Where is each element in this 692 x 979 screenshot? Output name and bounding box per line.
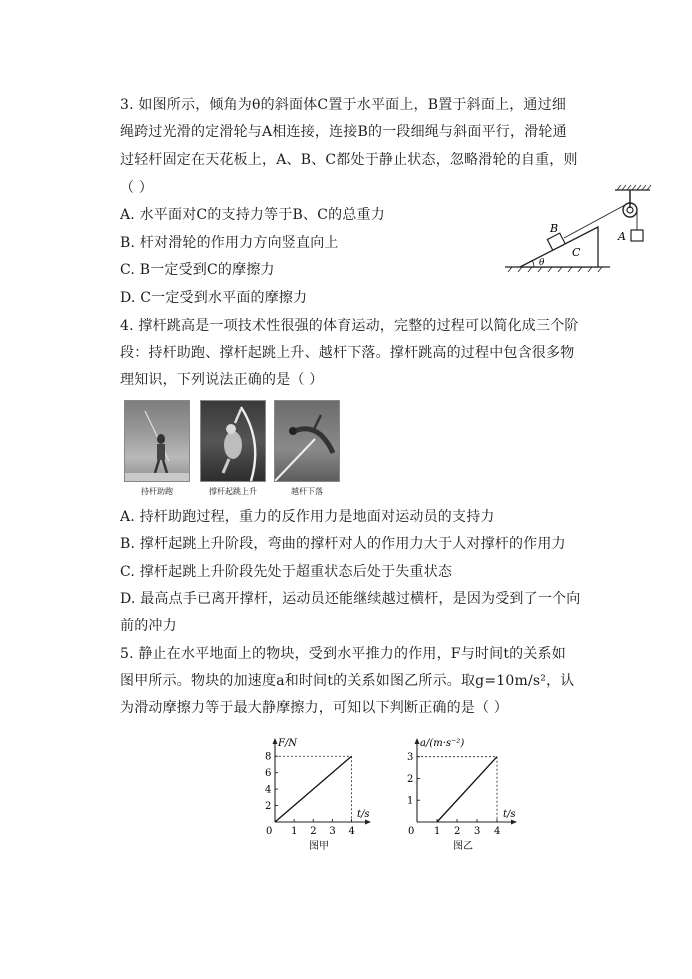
- label-a: A: [618, 230, 626, 243]
- x-axis-arrow: [511, 820, 517, 825]
- label-theta: θ: [539, 258, 545, 268]
- caption-pole-rise: 撑杆起跳上升: [209, 487, 257, 496]
- x-tick-label: 4: [494, 826, 501, 837]
- y-tick-label: 3: [407, 752, 414, 764]
- y-tick-label: 4: [265, 784, 272, 796]
- x-tick-label: 3: [329, 826, 336, 837]
- x-tick-label: 1: [434, 826, 441, 837]
- label-c: C: [572, 246, 581, 259]
- q5-line-2: 图甲所示。物块的加速度a和时间t的关系如图乙所示。取g=10m/s²，认: [120, 673, 575, 689]
- x-tick-label: 0: [266, 826, 273, 837]
- y-tick-label: 2: [407, 773, 414, 785]
- series-line: [437, 757, 497, 822]
- q3-option-b: B. 杆对滑轮的作用力方向竖直向上: [120, 235, 339, 251]
- chart-title: 图乙: [453, 841, 473, 852]
- y-tick-label: 6: [265, 768, 272, 780]
- y-axis-arrow: [273, 738, 278, 744]
- q4-option-d-line-2: 前的冲力: [120, 618, 177, 634]
- caption-bar-clear: 越杆下落: [291, 487, 323, 496]
- chart-title: 图甲: [309, 841, 329, 852]
- y-axis-label: a/(m·s⁻²): [420, 738, 465, 749]
- q3-incline-figure: [500, 180, 660, 275]
- label-b: B: [550, 222, 559, 235]
- x-tick-label: 4: [348, 826, 355, 837]
- x-axis-label: t/s: [503, 809, 516, 820]
- y-axis-arrow: [415, 738, 420, 744]
- series-line: [275, 756, 352, 822]
- q3-option-a: A. 水平面对C的支持力等于B、C的总重力: [120, 207, 385, 223]
- q3-answer-paren: （ ）: [120, 180, 154, 196]
- y-tick-label: 1: [407, 795, 414, 807]
- caption-run-up: 持杆助跑: [141, 487, 173, 496]
- q4-option-a: A. 持杆助跑过程，重力的反作用力是地面对运动员的支持力: [120, 509, 495, 525]
- q3-line-2: 绳跨过光滑的定滑轮与A相连接，连接B的一段细绳与斜面平行，滑轮通: [120, 124, 567, 140]
- q4-line-1: 4. 撑杆跳高是一项技术性很强的体育运动，完整的过程可以简化成三个阶: [120, 318, 579, 334]
- q4-option-d-line-1: D. 最高点手已离开撑杆，运动员还能继续越过横杆，是因为受到了一个向: [120, 591, 581, 607]
- q4-option-c: C. 撑杆起跳上升阶段先处于超重状态后处于失重状态: [120, 564, 453, 580]
- q4-option-b: B. 撑杆起跳上升阶段，弯曲的撑杆对人的作用力大于人对撑杆的作用力: [120, 536, 566, 552]
- x-tick-label: 2: [310, 826, 317, 837]
- y-tick-label: 8: [265, 751, 272, 763]
- photo-pole-rise: [200, 400, 266, 482]
- x-tick-label: 1: [291, 826, 298, 837]
- y-tick-label: 2: [265, 801, 272, 813]
- q5-line-3: 为滑动摩擦力等于最大静摩擦力，可知以下判断正确的是（ ）: [120, 700, 509, 716]
- q3-line-1: 3. 如图所示，倾角为θ的斜面体C置于水平面上，B置于斜面上，通过细: [120, 97, 567, 113]
- x-axis-arrow: [365, 820, 371, 825]
- q4-line-3: 理知识，下列说法正确的是（ ）: [120, 372, 324, 388]
- q5-line-1: 5. 静止在水平地面上的物块，受到水平推力的作用，F与时间t的关系如: [120, 646, 566, 662]
- photo-run-up: [124, 400, 190, 482]
- x-axis-label: t/s: [357, 809, 370, 820]
- q3-line-3: 过轻杆固定在天花板上，A、B、C都处于静止状态，忽略滑轮的自重，则: [120, 152, 578, 168]
- q4-line-2: 段：持杆助跑、撑杆起跳上升、越杆下落。撑杆跳高的过程中包含很多物: [120, 345, 575, 361]
- chart-a-vs-t: [395, 732, 530, 857]
- x-tick-label: 0: [408, 826, 415, 837]
- chart-f-vs-t: [255, 732, 385, 857]
- q3-option-c: C. B一定受到C的摩擦力: [120, 262, 275, 278]
- x-tick-label: 3: [474, 826, 481, 837]
- y-axis-label: F/N: [278, 738, 298, 749]
- x-tick-label: 2: [454, 826, 461, 837]
- q3-option-d: D. C一定受到水平面的摩擦力: [120, 290, 308, 306]
- photo-bar-clear: [274, 400, 340, 482]
